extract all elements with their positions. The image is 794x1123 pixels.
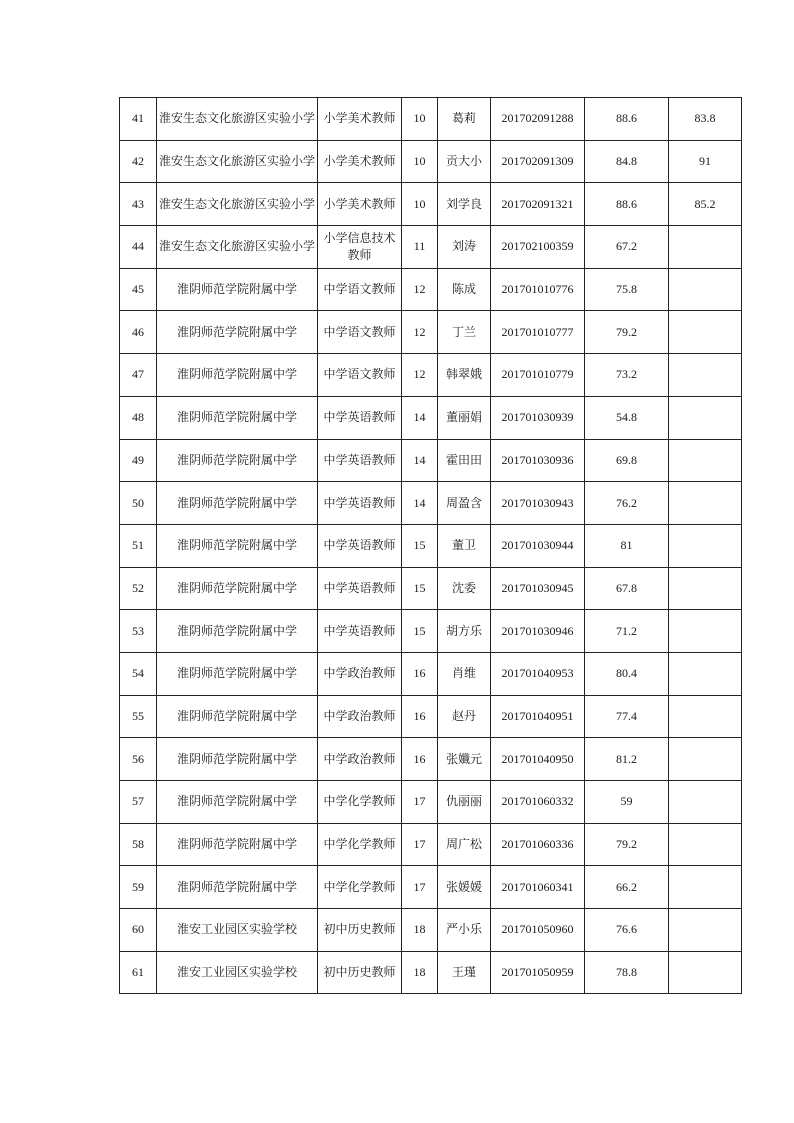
- row-number-cell: 41: [120, 98, 157, 141]
- position-name-cell: 中学语文教师: [318, 354, 402, 397]
- table-row: [120, 909, 742, 952]
- position-code-cell: 16: [402, 695, 438, 738]
- unit-name-cell: 淮阴师范学院附属中学: [157, 396, 318, 439]
- written-score-cell: 88.6: [585, 183, 669, 226]
- table-row: [120, 652, 742, 695]
- row-number-cell: 50: [120, 482, 157, 525]
- candidate-name-cell: 霍田田: [438, 439, 491, 482]
- position-name-cell: 中学语文教师: [318, 268, 402, 311]
- exam-ticket-number-cell: 201701050960: [491, 909, 585, 952]
- row-number-cell: 57: [120, 781, 157, 824]
- unit-name-cell: 淮阴师范学院附属中学: [157, 268, 318, 311]
- row-number-cell: 59: [120, 866, 157, 909]
- table-row: [120, 866, 742, 909]
- exam-ticket-number-cell: 201701060341: [491, 866, 585, 909]
- written-score-cell: 84.8: [585, 140, 669, 183]
- position-name-cell: 中学政治教师: [318, 738, 402, 781]
- exam-ticket-number-cell: 201701030945: [491, 567, 585, 610]
- row-number-cell: 45: [120, 268, 157, 311]
- position-name-cell: 中学英语教师: [318, 396, 402, 439]
- position-name-cell: 中学英语教师: [318, 482, 402, 525]
- position-code-cell: 17: [402, 823, 438, 866]
- exam-ticket-number-cell: 201702100359: [491, 226, 585, 269]
- exam-ticket-number-cell: 201701030944: [491, 524, 585, 567]
- row-number-cell: 53: [120, 610, 157, 653]
- unit-name-cell: 淮阴师范学院附属中学: [157, 439, 318, 482]
- interview-score-cell: [669, 823, 742, 866]
- table-row: [120, 610, 742, 653]
- table-row: [120, 695, 742, 738]
- row-number-cell: 52: [120, 567, 157, 610]
- table-row: [120, 482, 742, 525]
- position-code-cell: 10: [402, 98, 438, 141]
- position-code-cell: 10: [402, 140, 438, 183]
- unit-name-cell: 淮阴师范学院附属中学: [157, 567, 318, 610]
- row-number-cell: 43: [120, 183, 157, 226]
- candidate-name-cell: 陈成: [438, 268, 491, 311]
- candidate-name-cell: 董卫: [438, 524, 491, 567]
- table-row: [120, 98, 742, 141]
- position-code-cell: 15: [402, 610, 438, 653]
- position-name-cell: 中学英语教师: [318, 439, 402, 482]
- position-code-cell: 12: [402, 354, 438, 397]
- position-code-cell: 10: [402, 183, 438, 226]
- interview-score-cell: [669, 781, 742, 824]
- position-name-cell: 中学化学教师: [318, 823, 402, 866]
- unit-name-cell: 淮阴师范学院附属中学: [157, 524, 318, 567]
- written-score-cell: 54.8: [585, 396, 669, 439]
- exam-ticket-number-cell: 201701030936: [491, 439, 585, 482]
- written-score-cell: 76.6: [585, 909, 669, 952]
- table-row: [120, 567, 742, 610]
- candidate-name-cell: 严小乐: [438, 909, 491, 952]
- table-row: [120, 738, 742, 781]
- exam-ticket-number-cell: 201701060336: [491, 823, 585, 866]
- table-body: [120, 98, 742, 994]
- position-name-cell: 中学语文教师: [318, 311, 402, 354]
- table-row: [120, 311, 742, 354]
- interview-score-cell: [669, 866, 742, 909]
- position-code-cell: 12: [402, 268, 438, 311]
- candidate-name-cell: 刘涛: [438, 226, 491, 269]
- unit-name-cell: 淮安生态文化旅游区实验小学: [157, 226, 318, 269]
- position-code-cell: 11: [402, 226, 438, 269]
- position-code-cell: 12: [402, 311, 438, 354]
- row-number-cell: 47: [120, 354, 157, 397]
- position-code-cell: 17: [402, 781, 438, 824]
- position-code-cell: 16: [402, 738, 438, 781]
- exam-ticket-number-cell: 201701060332: [491, 781, 585, 824]
- candidate-name-cell: 张孅元: [438, 738, 491, 781]
- unit-name-cell: 淮安工业园区实验学校: [157, 951, 318, 994]
- position-name-cell: 中学化学教师: [318, 781, 402, 824]
- position-name-cell: 中学英语教师: [318, 610, 402, 653]
- table-row: [120, 439, 742, 482]
- row-number-cell: 60: [120, 909, 157, 952]
- interview-score-cell: [669, 610, 742, 653]
- position-code-cell: 14: [402, 439, 438, 482]
- interview-score-cell: 83.8: [669, 98, 742, 141]
- written-score-cell: 88.6: [585, 98, 669, 141]
- position-name-cell: 小学美术教师: [318, 183, 402, 226]
- interview-score-cell: [669, 396, 742, 439]
- table-row: [120, 354, 742, 397]
- table-row: [120, 781, 742, 824]
- interview-score-cell: [669, 524, 742, 567]
- candidate-name-cell: 沈委: [438, 567, 491, 610]
- table-row: [120, 524, 742, 567]
- position-name-cell: 小学信息技术教师: [318, 226, 402, 269]
- interview-score-cell: 91: [669, 140, 742, 183]
- interview-score-cell: [669, 738, 742, 781]
- unit-name-cell: 淮安工业园区实验学校: [157, 909, 318, 952]
- table-row: [120, 226, 742, 269]
- unit-name-cell: 淮阴师范学院附属中学: [157, 738, 318, 781]
- exam-ticket-number-cell: 201701030939: [491, 396, 585, 439]
- position-code-cell: 16: [402, 652, 438, 695]
- table-row: [120, 951, 742, 994]
- exam-ticket-number-cell: 201702091321: [491, 183, 585, 226]
- interview-score-cell: 85.2: [669, 183, 742, 226]
- row-number-cell: 46: [120, 311, 157, 354]
- written-score-cell: 69.8: [585, 439, 669, 482]
- unit-name-cell: 淮阴师范学院附属中学: [157, 823, 318, 866]
- position-code-cell: 15: [402, 567, 438, 610]
- exam-ticket-number-cell: 201702091288: [491, 98, 585, 141]
- written-score-cell: 71.2: [585, 610, 669, 653]
- written-score-cell: 81.2: [585, 738, 669, 781]
- candidate-name-cell: 葛莉: [438, 98, 491, 141]
- row-number-cell: 48: [120, 396, 157, 439]
- row-number-cell: 61: [120, 951, 157, 994]
- row-number-cell: 44: [120, 226, 157, 269]
- candidate-name-cell: 肖维: [438, 652, 491, 695]
- interview-score-cell: [669, 311, 742, 354]
- interview-score-cell: [669, 951, 742, 994]
- interview-score-cell: [669, 439, 742, 482]
- written-score-cell: 77.4: [585, 695, 669, 738]
- written-score-cell: 67.8: [585, 567, 669, 610]
- exam-ticket-number-cell: 201701030943: [491, 482, 585, 525]
- exam-ticket-number-cell: 201701050959: [491, 951, 585, 994]
- candidate-name-cell: 张媛媛: [438, 866, 491, 909]
- written-score-cell: 79.2: [585, 311, 669, 354]
- position-code-cell: 15: [402, 524, 438, 567]
- position-name-cell: 中学化学教师: [318, 866, 402, 909]
- unit-name-cell: 淮安生态文化旅游区实验小学: [157, 98, 318, 141]
- candidate-name-cell: 董丽娟: [438, 396, 491, 439]
- interview-score-cell: [669, 695, 742, 738]
- position-code-cell: 14: [402, 482, 438, 525]
- unit-name-cell: 淮阴师范学院附属中学: [157, 695, 318, 738]
- written-score-cell: 76.2: [585, 482, 669, 525]
- table-row: [120, 268, 742, 311]
- interview-score-cell: [669, 226, 742, 269]
- table-row: [120, 183, 742, 226]
- position-name-cell: 中学政治教师: [318, 652, 402, 695]
- candidate-name-cell: 周盈含: [438, 482, 491, 525]
- written-score-cell: 75.8: [585, 268, 669, 311]
- interview-score-cell: [669, 909, 742, 952]
- row-number-cell: 49: [120, 439, 157, 482]
- written-score-cell: 79.2: [585, 823, 669, 866]
- unit-name-cell: 淮阴师范学院附属中学: [157, 781, 318, 824]
- position-code-cell: 14: [402, 396, 438, 439]
- table-row: [120, 140, 742, 183]
- candidate-name-cell: 赵丹: [438, 695, 491, 738]
- position-name-cell: 初中历史教师: [318, 909, 402, 952]
- unit-name-cell: 淮阴师范学院附属中学: [157, 652, 318, 695]
- position-name-cell: 小学美术教师: [318, 140, 402, 183]
- exam-ticket-number-cell: 201701040950: [491, 738, 585, 781]
- candidate-name-cell: 仇丽丽: [438, 781, 491, 824]
- position-code-cell: 17: [402, 866, 438, 909]
- candidate-score-table: [119, 97, 742, 994]
- position-code-cell: 18: [402, 951, 438, 994]
- exam-ticket-number-cell: 201701010779: [491, 354, 585, 397]
- written-score-cell: 78.8: [585, 951, 669, 994]
- written-score-cell: 81: [585, 524, 669, 567]
- row-number-cell: 42: [120, 140, 157, 183]
- position-name-cell: 中学英语教师: [318, 524, 402, 567]
- exam-ticket-number-cell: 201701010776: [491, 268, 585, 311]
- exam-ticket-number-cell: 201701040951: [491, 695, 585, 738]
- exam-ticket-number-cell: 201702091309: [491, 140, 585, 183]
- candidate-name-cell: 韩翠娥: [438, 354, 491, 397]
- candidate-name-cell: 刘学良: [438, 183, 491, 226]
- unit-name-cell: 淮阴师范学院附属中学: [157, 354, 318, 397]
- unit-name-cell: 淮安生态文化旅游区实验小学: [157, 140, 318, 183]
- written-score-cell: 67.2: [585, 226, 669, 269]
- written-score-cell: 66.2: [585, 866, 669, 909]
- row-number-cell: 55: [120, 695, 157, 738]
- written-score-cell: 59: [585, 781, 669, 824]
- position-name-cell: 小学美术教师: [318, 98, 402, 141]
- unit-name-cell: 淮安生态文化旅游区实验小学: [157, 183, 318, 226]
- row-number-cell: 54: [120, 652, 157, 695]
- candidate-name-cell: 周广松: [438, 823, 491, 866]
- row-number-cell: 58: [120, 823, 157, 866]
- interview-score-cell: [669, 268, 742, 311]
- unit-name-cell: 淮阴师范学院附属中学: [157, 482, 318, 525]
- position-name-cell: 中学政治教师: [318, 695, 402, 738]
- table-row: [120, 396, 742, 439]
- candidate-name-cell: 王瑾: [438, 951, 491, 994]
- position-name-cell: 中学英语教师: [318, 567, 402, 610]
- exam-ticket-number-cell: 201701040953: [491, 652, 585, 695]
- row-number-cell: 56: [120, 738, 157, 781]
- interview-score-cell: [669, 482, 742, 525]
- unit-name-cell: 淮阴师范学院附属中学: [157, 866, 318, 909]
- written-score-cell: 80.4: [585, 652, 669, 695]
- exam-ticket-number-cell: 201701030946: [491, 610, 585, 653]
- position-name-cell: 初中历史教师: [318, 951, 402, 994]
- unit-name-cell: 淮阴师范学院附属中学: [157, 610, 318, 653]
- position-code-cell: 18: [402, 909, 438, 952]
- candidate-name-cell: 贡大小: [438, 140, 491, 183]
- table-row: [120, 823, 742, 866]
- interview-score-cell: [669, 652, 742, 695]
- interview-score-cell: [669, 567, 742, 610]
- candidate-name-cell: 胡方乐: [438, 610, 491, 653]
- row-number-cell: 51: [120, 524, 157, 567]
- interview-score-cell: [669, 354, 742, 397]
- candidate-name-cell: 丁兰: [438, 311, 491, 354]
- exam-ticket-number-cell: 201701010777: [491, 311, 585, 354]
- unit-name-cell: 淮阴师范学院附属中学: [157, 311, 318, 354]
- written-score-cell: 73.2: [585, 354, 669, 397]
